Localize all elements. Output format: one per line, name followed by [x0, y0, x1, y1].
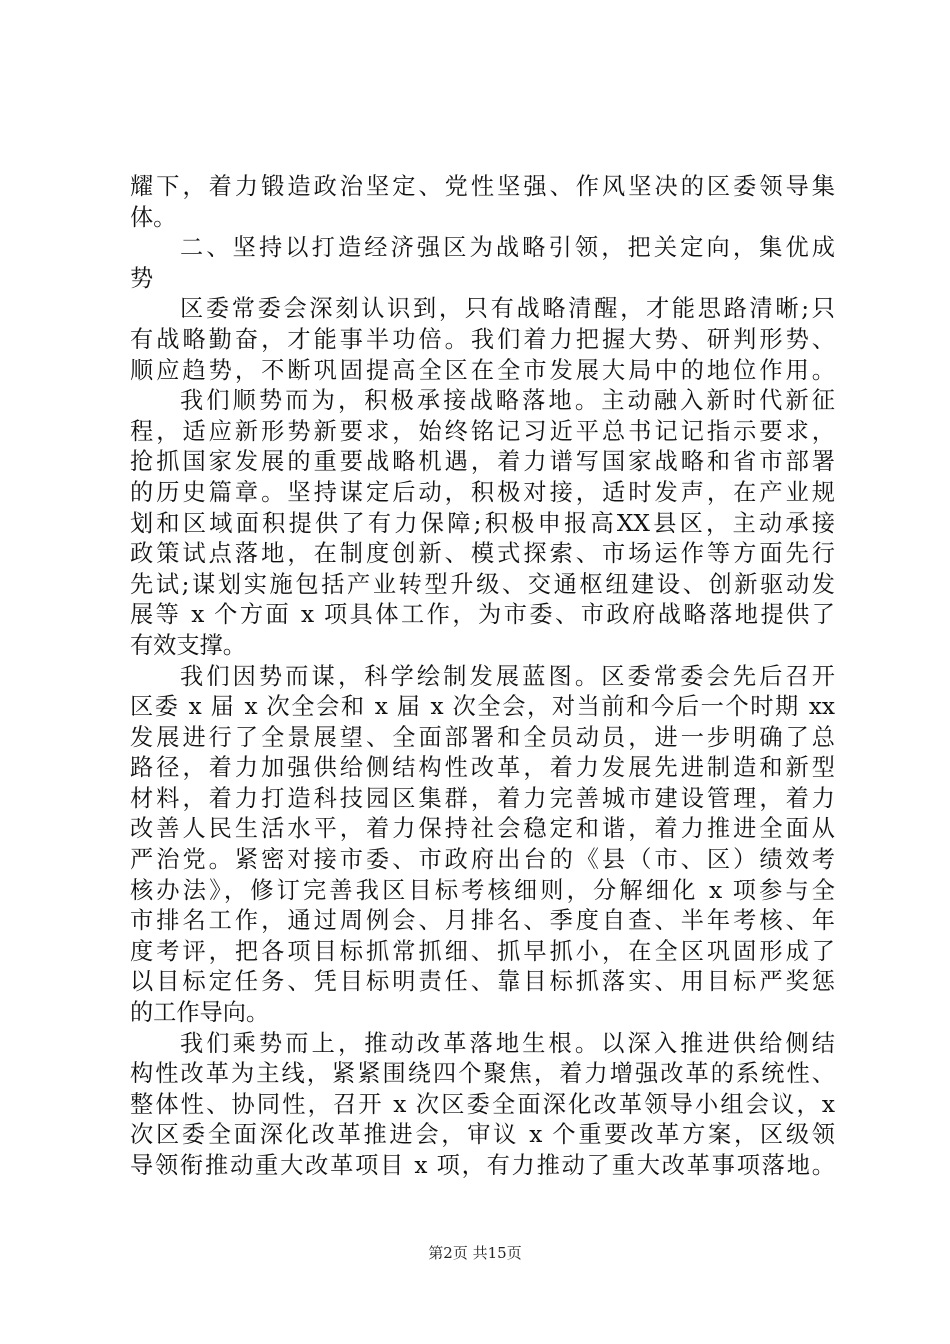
text-line: 先试;谋划实施包括产业转型升级、交通枢纽建设、创新驱动发 — [130, 570, 835, 598]
text-line: 我们顺势而为，积极承接战略落地。主动融入新时代新征 — [180, 387, 835, 415]
text-line: 次区委全面深化改革推进会，审议 x 个重要改革方案，区级领 — [130, 1121, 835, 1149]
text-line: 我们因势而谋，科学绘制发展蓝图。区委常委会先后召开 — [180, 662, 835, 690]
text-line: 导领衔推动重大改革项目 x 项，有力推动了重大改革事项落地。 — [130, 1152, 835, 1179]
text-line: 整体性、协同性，召开 x 次区委全面深化改革领导小组会议，x — [130, 1090, 835, 1118]
document-body — [130, 172, 835, 1182]
text-line: 有战略勤奋，才能事半功倍。我们着力把握大势、研判形势、 — [130, 325, 835, 353]
section-heading-line: 势 — [130, 264, 154, 292]
text-line: 构性改革为主线，紧紧围绕四个聚焦，着力增强改革的系统性、 — [130, 1060, 835, 1088]
text-line: 的历史篇章。坚持谋定后动，积极对接，适时发声，在产业规 — [130, 478, 835, 506]
text-line: 有效支撑。 — [130, 631, 246, 659]
text-line: 改善人民生活水平，着力保持社会稳定和谐，着力推进全面从 — [130, 815, 835, 843]
text-line: 顺应趋势，不断巩固提高全区在全市发展大局中的地位作用。 — [130, 356, 835, 384]
text-line: 区委 x 届 x 次全会和 x 届 x 次全会，对当前和今后一个时期 xx — [130, 693, 835, 721]
text-line: 政策试点落地，在制度创新、模式探索、市场运作等方面先行 — [130, 540, 835, 568]
text-line: 以目标定任务、凭目标明责任、靠目标抓落实、用目标严奖惩 — [130, 968, 835, 996]
text-line: 区委常委会深刻认识到，只有战略清醒，才能思路清晰;只 — [180, 295, 835, 323]
section-heading-line: 二、坚持以打造经济强区为战略引领，把关定向，集优成 — [180, 234, 835, 262]
text-line: 的工作导向。 — [130, 999, 270, 1027]
text-line: 市排名工作，通过周例会、月排名、季度自查、半年考核、年 — [130, 907, 835, 935]
text-line: 发展进行了全景展望、全面部署和全员动员，进一步明确了总 — [130, 723, 835, 751]
text-line: 材料，着力打造科技园区集群，着力完善城市建设管理，着力 — [130, 784, 835, 812]
text-line: 路径，着力加强供给侧结构性改革，着力发展先进制造和新型 — [130, 754, 835, 782]
text-line: 抢抓国家发展的重要战略机遇，着力谱写国家战略和省市部署 — [130, 448, 835, 476]
text-line: 展等 x 个方面 x 项具体工作，为市委、市政府战略落地提供了 — [130, 601, 835, 629]
text-line: 程，适应新形势新要求，始终铭记习近平总书记记指示要求， — [130, 417, 835, 445]
text-line: 严治党。紧密对接市委、市政府出台的《县（市、区）绩效考 — [130, 846, 835, 874]
text-line: 耀下，着力锻造政治坚定、党性坚强、作风坚决的区委领导集 — [130, 173, 835, 200]
text-line: 划和区域面积提供了有力保障;积极申报高XX县区，主动承接 — [130, 509, 835, 537]
text-line: 体。 — [130, 203, 177, 231]
text-line: 我们乘势而上，推动改革落地生根。以深入推进供给侧结 — [180, 1029, 835, 1057]
text-line: 度考评，把各项目标抓常抓细、抓早抓小，在全区巩固形成了 — [130, 937, 835, 965]
text-line: 核办法》，修订完善我区目标考核细则，分解细化 x 项参与全 — [130, 876, 835, 904]
page-number-footer: 第2页 共15页 — [428, 1244, 522, 1262]
